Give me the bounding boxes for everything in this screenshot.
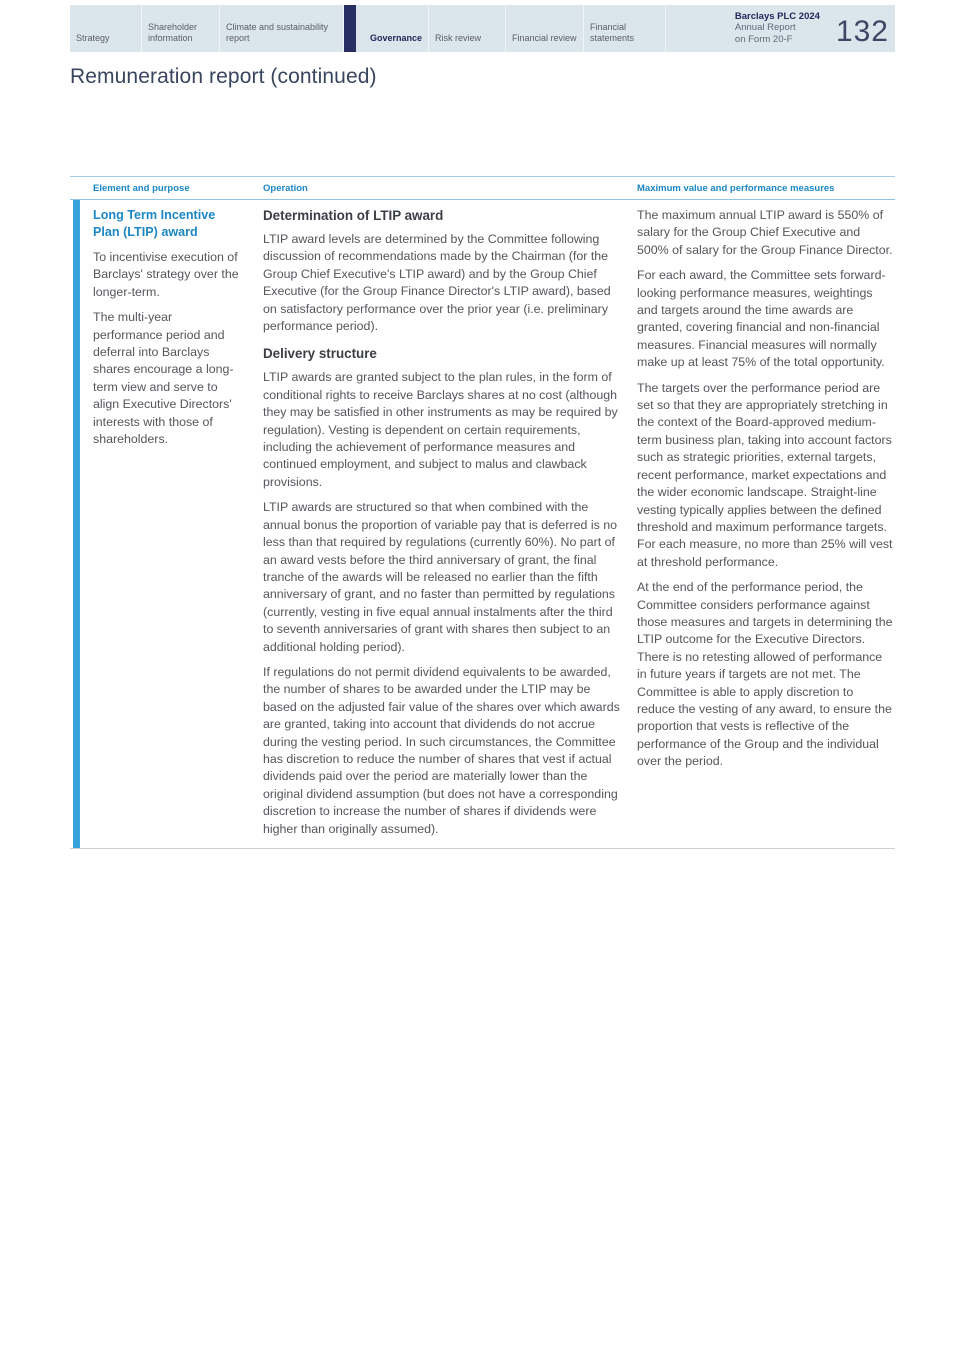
tab-financial-statements[interactable] xyxy=(583,5,665,52)
row-accent-bar xyxy=(73,200,80,848)
tab-label: Strategy xyxy=(76,33,110,43)
tab-label: Governance xyxy=(370,33,423,43)
tab-governance[interactable] xyxy=(343,5,428,52)
maximum-paragraph: For each award, the Committee sets forward-looking performance measures, weightings and targets around the time awards are granted, covering financial and non-financial measures. Financial measures will normally make up at least 75% of the total opportunity. xyxy=(637,268,886,370)
tab-label: Financial statements xyxy=(590,22,635,43)
page xyxy=(70,0,895,849)
operation-subheading: Delivery structure xyxy=(263,346,377,362)
column-header-maximum-value: Maximum value and performance measures xyxy=(637,183,835,194)
operation-paragraph: LTIP awards are structured so that when combined with the annual bonus the proportion of variable pay that is deferred is no less than that required by regulations (currently 60%). No part of an award vests before the third anniversary of grant, the final tranche of the awards will be released no earlier than the fifth anniversary of grant, and no faster than permitted by regulations (currently, vesting in five equal annual instalments after the third to seventh anniversaries of grant with shares then subject to an additional holding period). xyxy=(263,500,618,654)
report-subtitle-line2: on Form 20-F xyxy=(734,33,793,45)
report-meta-section xyxy=(665,5,895,52)
tab-financial-review[interactable] xyxy=(505,5,583,52)
operation-paragraph: LTIP award levels are determined by the Committee following discussion of recommendations made by the Chairman (for the Group Chief Executive's LTIP award) and by the Group Chief Executive (for the Group Finance Director's LTIP award), based on satisfactory performance over the prior year (i.e. preliminary performance period). xyxy=(263,232,611,334)
report-meta xyxy=(735,11,820,48)
page-number: 132 xyxy=(835,15,889,48)
remuneration-table xyxy=(70,176,895,849)
tab-shareholder-information[interactable] xyxy=(141,5,219,52)
operation-subheading: Determination of LTIP award xyxy=(263,208,444,223)
operation-paragraph: If regulations do not permit dividend equivalents to be awarded, the number of shares to be awarded under the LTIP may be based on the adjusted fair value of the shares over which awards are granted, taking into account that dividends do not accrue during the vesting period. In such circumstances, the Committee has discretion to reduce the number of shares that vest if actual dividends paid over the period are materially lower than the original dividend assumption (but does not have a corresponding discretion to increase the number of shares if dividends were higher than originally assumed). xyxy=(263,664,620,836)
report-title: Barclays PLC 2024 xyxy=(734,10,820,22)
operation-section-delivery-structure xyxy=(263,345,625,838)
maximum-paragraph: The maximum annual LTIP award is 550% of salary for the Group Chief Executive and 500% of salary for the Group Finance Director. xyxy=(637,208,893,257)
operation-paragraph: LTIP awards are granted subject to the plan rules, in the form of conditional rights to receive Barclays shares at no cost (although they may be satisfied in other instruments as may be required by regulation). Vesting is dependent on certain requirements, including the achievement of performance measures and continued employment, and subject to malus and clawback provisions. xyxy=(263,370,618,489)
tab-label: Financial review xyxy=(512,33,577,43)
maximum-paragraph: At the end of the performance period, the Committee considers performance against those measures and targets in determining the LTIP outcome for the Executive Directors. There is no retesting allowed of performance in future years if targets are not met. The Committee is able to apply discretion to reduce the vesting of any award, to ensure the proportion that vests is reflective of the performance of the Group and the individual over the period. xyxy=(637,580,893,769)
cell-maximum-value xyxy=(637,205,895,838)
column-header-operation: Operation xyxy=(263,183,308,194)
tab-climate-and-sustainability-report[interactable] xyxy=(219,5,343,52)
tab-label: Climate and sustainability report xyxy=(226,22,329,43)
tab-label: Shareholder information xyxy=(148,22,198,43)
page-title: Remuneration report (continued) xyxy=(70,65,377,88)
cell-operation xyxy=(263,205,637,838)
maximum-paragraph: The targets over the performance period are set so that they are appropriately stretching in the context of the Board-approved medium-term business plan, taking into account factors such as strategic priorities, external targets, recent performance, market expectations and the wider economic landscape. Straight-line vesting typically applies between the defined threshold and maximum performance targets. For each measure, no more than 25% will vest at threshold performance. xyxy=(637,380,893,569)
table-header-row xyxy=(70,177,895,200)
cell-element-and-purpose xyxy=(70,205,263,838)
tab-risk-review[interactable] xyxy=(428,5,505,52)
operation-section-determination xyxy=(263,207,625,335)
element-paragraph: To incentivise execution of Barclays' strategy over the longer-term. xyxy=(93,250,239,299)
tab-strategy[interactable] xyxy=(70,5,141,52)
section-nav xyxy=(70,5,895,52)
column-header-element-and-purpose: Element and purpose xyxy=(93,183,190,194)
report-subtitle-line1: Annual Report xyxy=(734,22,796,33)
tab-label: Risk review xyxy=(435,33,482,43)
table-row xyxy=(70,200,895,849)
active-tab-indicator xyxy=(344,5,356,52)
element-paragraph: The multi-year performance period and deferral into Barclays shares encourage a long-term view and serve to align Executive Directors' interests with those of shareholders. xyxy=(93,310,234,447)
ltip-award-heading: Long Term Incentive Plan (LTIP) award xyxy=(93,208,216,239)
